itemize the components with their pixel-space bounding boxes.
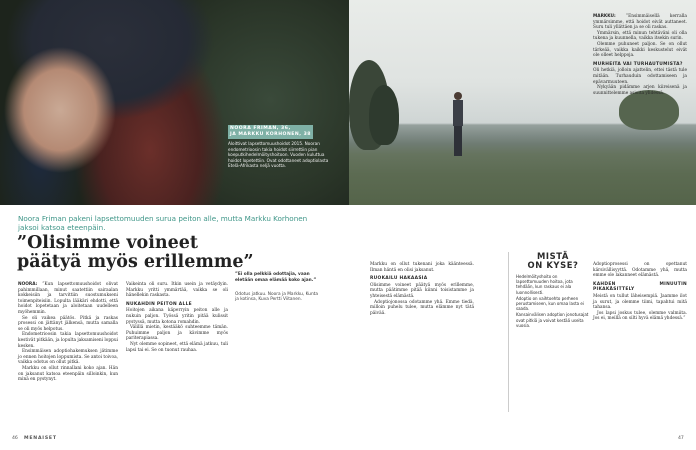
- page-number-left: 46: [12, 436, 18, 441]
- article-column-4: MARKKU: ”Ensimmäisellä kerralla ymmärsimme, että hoidot eivät auttaneet. Suru tuli yllättäen ja se oli raskas. Ymmärsin, että minun tehtäväni oli olla tukena ja kuunnella, vaikka itsekin surin. Olemme puhuneet paljon. Se on ollut tärkeää, vaikka kaikki keskustelut eivät ole olleet helppoja. MURHEITA VAI TURHAUTUMISTA? Oli hetkiä, jolloin ajattelin, ettei tästä tule mitään. Turhauduin odottamiseen ja epävarmuuteen. Nykyään pidämme arjen kiireisenä ja suunnittelemme asioita yhdessä.: [593, 14, 687, 96]
- sidebar-body: Hedelmöityshoito on lapsettomuuden hoitoa, jota tehdään, kun raskaus ei ala luonnollisesti. Adoptio on vaihtoehto perheen perustamiseen, kun omaa lasta ei saada. Kansainvälisen adoption jonotusajat ovat pitkiä ja voivat kestää useita vuosia.: [516, 274, 589, 328]
- speaker-label: NOORA:: [18, 282, 38, 287]
- sidebar-title: MISTÄ ON KYSE?: [527, 251, 579, 270]
- tree-shape: [369, 85, 399, 145]
- photo-caption: [228, 120, 332, 200]
- article-column-2: Vaikeinta oli suru. Itkin usein ja vetäydyin. Markku yritti ymmärtää, vaikka se oli hänellekin raskasta. NUKAHDIN PEITON ALLE Hoitojen aikana käperryin peiton alle ja nukuin paljon. Työssä yritin pitää kulissit pystyssä, mutta kotona romahdin. Välillä mietin, kestääkö suhteemme tämän. Puhuimme paljon ja kävimme myös pariterapiassa. Nyt olemme sopineet, että elämä jatkuu, tuli lapsi tai ei. Se on tuonut rauhaa.: [126, 282, 228, 353]
- subheading: RUOKAILU HAKAASIA: [370, 276, 428, 282]
- subheading: KAHDEN MINUUTIN PIKAKÄSITTELY: [593, 281, 687, 293]
- speaker-label: MARKKU:: [593, 14, 616, 19]
- magazine-name: MENAISET: [24, 436, 57, 441]
- pull-quote: [235, 272, 320, 303]
- article-column-5: Adoptioprosessi on opettanut kärsivällisyyttä. Odotamme yhä, mutta emme ole lakanneet elämästä. KAHDEN MINUUTIN PIKAKÄSITTELY Meistä on tullut läheisempiä. Jaamme ilot ja surut, ja olemme tiimi, tapahtui mitä tahansa. Jos lapsi joskus tulee, olemme valmiita. Jos ei, meillä on silti hyvä elämä yhdessä.”: [593, 262, 687, 322]
- sidebar-divider: [508, 252, 509, 412]
- subheading: NUKAHDIN PEITON ALLE: [126, 301, 192, 307]
- page-number-right: 47: [678, 436, 684, 441]
- subheading: MURHEITA VAI TURHAUTUMISTA?: [593, 61, 683, 67]
- headline: ”Olisimme voineet päätyä myös erillemme”: [17, 233, 254, 272]
- pull-quote-caption: Odotus jatkuu. Noora ja Markku, Kunta ja kotinsa, Kuva Pertti Viitanen.: [235, 291, 319, 303]
- caption-tag: NOORA FRIMAN, 36, JA MARKKU KORHONEN, 38: [230, 126, 312, 137]
- photo-couple-embrace: [0, 0, 349, 205]
- article-column-3: Markku on ollut tukenani joka käänteessä. Ilman häntä en olisi jaksanut. RUOKAILU HAKAASIA Olisimme voineet päätyä myös erillemme, mutta päätimme pitää kiinni toisistamme ja yhteisestä elämästä. Adoptiojonossa odotamme yhä. Emme tiedä, milloin puhelu tulee, mutta elämme nyt tätä päivää.: [370, 262, 474, 316]
- sidebar-box: [516, 252, 590, 329]
- pull-quote-text: ”Ei olla pelkkiä odottajia, vaan eletään omaa elämää koko ajan.”: [235, 272, 317, 283]
- person-figure: [447, 90, 469, 160]
- article-column-1: NOORA: ”Kun lapsettomuushoidot olivat pahimmillaan, minut saatettiin sairaalan kokkeisiin ja tarvittiin suostumukseni toimenpiteisiin. Lopulta lääkäri ehdotti, että hoidot lopetetaan ja aloitetaan uudelleen myöhemmin. Se oli vaikea päätös. Pitkä ja raskas prosessi on jättänyt jälkensä, mutta samalla se oli myös helpotus. Endometrioosin takia lapsettomuushoidot kestivät pitkään, ja lopulta jaksamiseni loppui kesken. Ensimmäisen adoptiohakemuksen jätimme jo ennen hoitojen loppumista. Se antoi toivoa, vaikka odotus on ollut pitkä. Markku on ollut rinnallani koko ajan. Hän on jaksanut katsoa eteenpäin silloinkin, kun minä en pystynyt.: [18, 282, 118, 383]
- lead-text: Noora Friman pakeni lapsettomuuden surua peiton alle, mutta Markku Korhonen jaksoi katsoa eteenpäin.: [18, 214, 308, 233]
- caption-body: Aloittivat lapsettomuushoidot 2015. Nooran endometrioosin takia hoidot siirrettiin pian koeputkihedelmöityshoitoon. Vuoden kuluttua hoidot lopetettiin. Ovat odottaneet adoptiolasta Etelä-Afrikasta neljä vuotta.: [228, 141, 329, 169]
